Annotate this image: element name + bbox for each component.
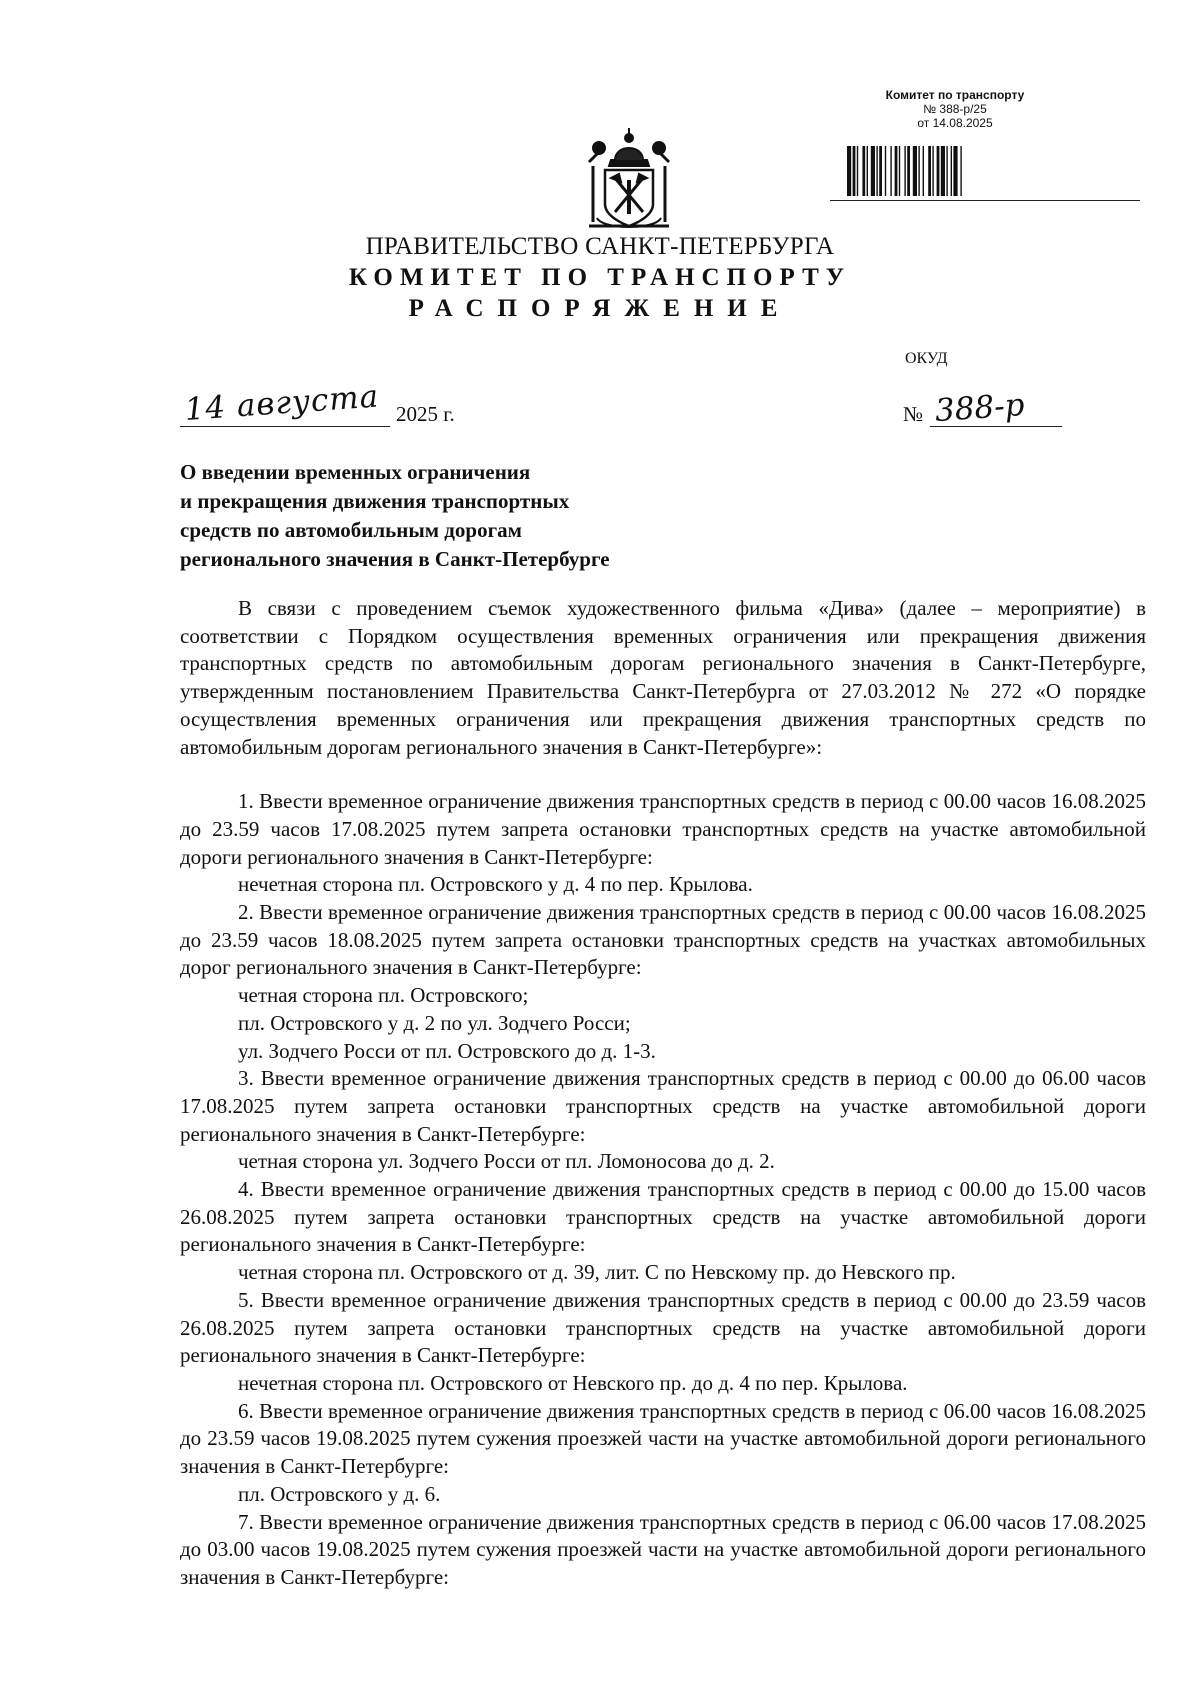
subject-line: средств по автомобильным дорогам [180,518,522,542]
item-text: 2. Ввести временное ограничение движения транспортных средств в период с 00.00 часов 16.08.2025 до 23.59 часов 18.08.2025 путем запрета остановки транспортных средств на участках автомобильных дорог регионального значения в Санкт-Петербурге: [180,900,1146,980]
number-label: № [903,402,924,426]
number-underline [930,426,1062,427]
document-type: РАСПОРЯЖЕНИЕ [408,295,792,322]
item-subline: ул. Зодчего Росси от пл. Островского до д. 1-3. [238,1038,656,1063]
item-subline: нечетная сторона пл. Островского у д. 4 по пер. Крылова. [238,872,753,897]
document-header [0,232,1200,324]
stamp-underline [830,200,1140,201]
registration-stamp [860,88,1050,130]
item-text: 3. Ввести временное ограничение движения транспортных средств в период с 00.00 до 06.00 часов 17.08.2025 путем запрета остановки транспортных средств на участке автомобильной дороги регионального значения в Санкт-Петербурге: [180,1066,1146,1146]
barcode [845,146,1057,196]
item-text: 6. Ввести временное ограничение движения транспортных средств в период с 06.00 часов 16.08.2025 до 23.59 часов 19.08.2025 путем сужения проезжей части на участке автомобильной дороги регионального значения в Санкт-Петербурге: [180,1398,1146,1479]
stamp-date: от 14.08.2025 [917,116,993,130]
coat-of-arms-icon [583,122,675,234]
stamp-org: Комитет по транспорту [885,88,1025,102]
government-title: ПРАВИТЕЛЬСТВО САНКТ-ПЕТЕРБУРГА [365,233,835,260]
document-body [180,595,1146,1592]
handwritten-date: 14 августа [183,378,381,428]
item-subline: пл. Островского у д. 6. [238,1481,441,1506]
item-text: 4. Ввести временное ограничение движения транспортных средств в период с 00.00 до 15.00 часов 26.08.2025 путем запрета остановки транспортных средств на участке автомобильной дороги регионального значения в Санкт-Петербурге: [180,1177,1146,1257]
subject-line: О введении временных ограничения [180,460,531,484]
item-subline: четная сторона пл. Островского от д. 39, лит. С по Невскому пр. до Невского пр. [238,1260,956,1285]
preamble: В связи с проведением съемок художественного фильма «Дива» (далее – мероприятие) в соответствии с Порядком осуществления временных ограничения или прекращения движения транспортных средств по автомобильным дорогам регионального значения в Санкт-Петербурге, утвержденным постановлением Правительства Санкт-Петербурга от 27.03.2012 № 272 «О порядке осуществления временных ограничения или прекращения движения транспортных средств по автомобильным дорогам регионального значения в Санкт-Петербурге»: [180,596,1146,759]
item-subline: пл. Островского у д. 2 по ул. Зодчего Росси; [238,1010,631,1035]
date-underline [180,426,390,427]
subject-line: и прекращения движения транспортных [180,489,570,513]
item-subline: четная сторона ул. Зодчего Росси от пл. Ломоносова до д. 2. [238,1149,775,1174]
item-text: 5. Ввести временное ограничение движения транспортных средств в период с 00.00 до 23.59 часов 26.08.2025 путем запрета остановки транспортных средств на участке автомобильной дороги регионального значения в Санкт-Петербурге: [180,1287,1146,1368]
item-text: 1. Ввести временное ограничение движения транспортных средств в период с 00.00 часов 16.08.2025 до 23.59 часов 17.08.2025 путем запрета остановки транспортных средств на участке автомобильной дороги регионального значения в Санкт-Петербурге: [180,789,1146,869]
item-subline: четная сторона пл. Островского; [238,983,529,1008]
item-text: 7. Ввести временное ограничение движения транспортных средств в период с 06.00 часов 17.08.2025 до 03.00 часов 19.08.2025 путем сужения проезжей части на участке автомобильной дороги регионального значения в Санкт-Петербурге: [180,1509,1146,1589]
document-subject [180,458,610,574]
item-subline: нечетная сторона пл. Островского от Невского пр. до д. 4 по пер. Крылова. [238,1370,908,1395]
date-year: 2025 г. [396,402,455,426]
committee-title: КОМИТЕТ ПО ТРАНСПОРТУ [348,264,852,291]
okud-label: ОКУД [905,350,948,367]
stamp-number: № 388-р/25 [923,102,987,116]
handwritten-number: 388-р [933,386,1026,430]
subject-line: регионального значения в Санкт-Петербурге [180,547,610,571]
